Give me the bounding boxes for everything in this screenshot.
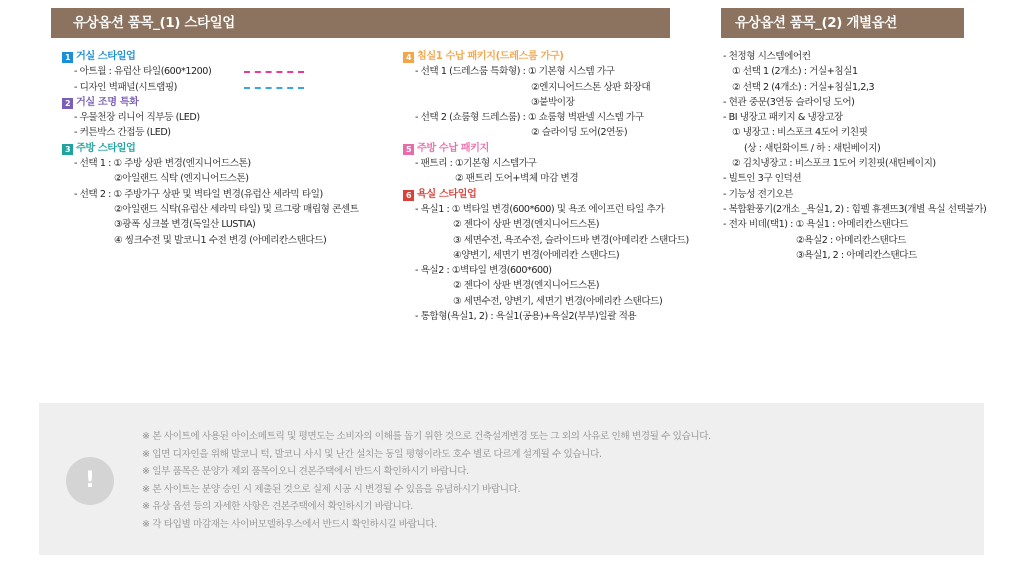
option-line: ③ 세면수전, 욕조수전, 슬라이드바 변경(아메리칸 스탠다드) (453, 234, 689, 246)
blue-dashed-line (244, 87, 304, 89)
number-badge-6: 6 (403, 190, 414, 201)
option-line: - 선택 1 (드레스룸 특화형) : ① 기본형 시스템 가구 (415, 66, 615, 78)
option-line: ③광폭 싱크볼 변경(독일산 LUSTIA) (114, 219, 256, 231)
option-line (62, 64, 382, 79)
option-line: ② 젠다이 상판 변경(엔지니어드스톤) (453, 280, 599, 292)
notice-item: ※ 입면 디자인을 위해 발코니 턱, 발코니 사시 및 난간 설치는 동일 평형이라도 호수 별로 다르게 설계될 수 있습니다. (142, 448, 602, 460)
heading-text: 주방 스타일업 (76, 142, 136, 154)
option-line: ②아일랜드 식탁(유럽산 세라믹 타일) 및 르그랑 매립형 콘센트 (114, 203, 359, 215)
option-line: ③붙박이장 (531, 96, 575, 108)
option-line: - 선택 2 : ① 주방가구 상판 및 벽타일 변경(유럽산 세라믹 타일) (74, 188, 323, 200)
pink-dashed-line (244, 71, 304, 73)
option-line: ① 냉장고 : 비스포크 4도어 키친핏 (732, 127, 868, 139)
number-badge-2: 2 (62, 98, 73, 109)
option-line: ② 팬트리 도어+벽체 마감 변경 (455, 173, 579, 185)
heading-kitchen-storage (403, 141, 713, 156)
option-text: - 아트월 : 유럽산 타일(600*1200) (74, 66, 212, 78)
option-line: - 욕실2 : ①벽타일 변경(600*600) (415, 265, 552, 277)
option-line: - 선택 2 (쇼룸형 드레스룸) : ① 쇼룸형 벽판넬 시스템 가구 (415, 112, 644, 124)
notice-item: ※ 본 사이트에 사용된 아이소메트릭 및 평면도는 소비자의 이해를 돕기 위한 것으로 건축설계변경 또는 그 외의 사유로 인해 변경될 수 있습니다. (142, 431, 711, 442)
notice-item: ※ 각 타입별 마감재는 사이버모델하우스에서 반드시 확인하시길 바랍니다. (142, 518, 437, 530)
heading-bathroom-style-up (403, 187, 713, 202)
option-column-1 (62, 49, 382, 248)
option-column-2 (403, 49, 713, 324)
notice-list (142, 428, 711, 534)
option-line: - 전자 비데(택1) : ① 욕실1 : 아메리칸스탠다드 (723, 219, 909, 231)
number-badge-4: 4 (403, 52, 414, 63)
option-line: ③ 세면수전, 양변기, 세면기 변경(아메리칸 스탠다드) (453, 295, 663, 307)
option-line (62, 80, 382, 95)
option-line: ② 김치냉장고 : 비스포크 1도어 키친핏(새틴베이지) (732, 158, 936, 170)
option-line: - 기능성 전기오븐 (723, 188, 793, 200)
heading-living-room-lighting (62, 95, 382, 110)
option-line: ① 선택 1 (2개소) : 거실+침실1 (732, 66, 858, 78)
option-line: - 빌트인 3구 인덕션 (723, 173, 802, 185)
option-line: - 현관 중문(3연동 슬라이딩 도어) (723, 96, 855, 108)
heading-kitchen-style-up (62, 141, 382, 156)
notice-item: ※ 일부 품목은 분양가 제외 품목이오니 견본주택에서 반드시 확인하시기 바랍니다. (142, 466, 469, 478)
option-column-3 (723, 49, 1023, 263)
heading-text: 욕실 스타일업 (417, 188, 477, 200)
option-line: ④ 씽크수전 및 발코니1 수전 변경 (아메리칸스탠다드) (114, 234, 327, 246)
option-line: ③욕실1, 2 : 아메리칸스탠다드 (796, 249, 917, 261)
number-badge-5: 5 (403, 144, 414, 155)
option-line: ② 슬라이딩 도어(2연동) (531, 127, 628, 139)
option-line: ④양변기, 세면기 변경(아메리칸 스탠다드) (453, 249, 620, 261)
notice-box (39, 403, 984, 555)
option-line: - 팬트리 : ①기본형 시스템가구 (415, 158, 537, 170)
option-line: - 커튼박스 간접등 (LED) (74, 127, 171, 139)
option-line: - 통합형(욕실1, 2) : 욕실1(공용)+욕실2(부부)일괄 적용 (415, 311, 637, 323)
option-line: ② 선택 2 (4개소) : 거실+침실1,2,3 (732, 81, 875, 93)
heading-bedroom-storage (403, 49, 713, 64)
option-line: ② 젠다이 상판 변경(엔지니어드스톤) (453, 219, 599, 231)
heading-text: 침실1 수납 패키지(드레스룸 가구) (417, 51, 564, 62)
option-line: - 선택 1 : ① 주방 상판 변경(엔지니어드스톤) (74, 158, 251, 170)
option-line: ②엔지니어드스톤 상판 화장대 (531, 81, 651, 93)
option-line: (상 : 새틴화이트 / 하 : 새틴베이지) (744, 142, 881, 154)
heading-living-room-style-up (62, 49, 382, 64)
option-line: ②아일랜드 식탁 (엔지니어드스톤) (114, 173, 249, 185)
heading-text: 거실 스타일업 (76, 51, 136, 62)
option-line: - 천정형 시스템에어컨 (723, 51, 811, 62)
option-line: - BI 냉장고 패키지 & 냉장고장 (723, 112, 843, 124)
option-line: ②욕실2 : 아메리칸스탠다드 (796, 234, 906, 246)
heading-text: 거실 조명 특화 (76, 96, 139, 108)
section-banner-style-up: 유상옵션 품목_(1) 스타일업 (51, 8, 670, 38)
exclamation-icon: ! (66, 457, 114, 505)
option-line: - 우물천장 리니어 직부등 (LED) (74, 112, 200, 124)
notice-item: ※ 유상 옵션 등의 자세한 사항은 견본주택에서 확인하시기 바랍니다. (142, 501, 413, 513)
option-line: - 복합환풍기(2개소 _욕실1, 2) : 힘펠 휴젠뜨3(개별 욕실 선택불가) (723, 203, 987, 215)
section-banner-individual-options: 유상옵션 품목_(2) 개별옵션 (721, 8, 964, 38)
number-badge-3: 3 (62, 144, 73, 155)
heading-text: 주방 수납 패키지 (417, 142, 489, 154)
number-badge-1: 1 (62, 52, 73, 63)
option-line: - 욕실1 : ① 벽타일 변경(600*600) 및 욕조 에이프런 타일 추가 (415, 203, 665, 215)
notice-item: ※ 본 사이트는 분양 승인 시 제출된 것으로 실제 시공 시 변경될 수 있음을 유념하시기 바랍니다. (142, 483, 521, 495)
option-text: - 디자인 벽패널(시트랩핑) (74, 81, 177, 93)
